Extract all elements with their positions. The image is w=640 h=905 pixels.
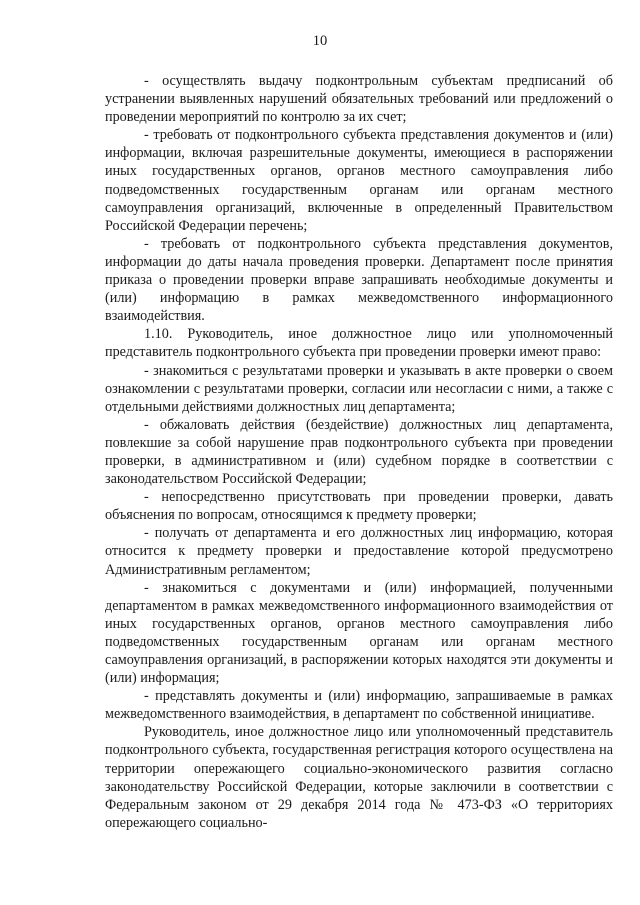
paragraph-be-present: - непосредственно присутствовать при проведении проверки, давать объяснения по вопросам, относящимся к предмету проверки; (105, 489, 613, 524)
paragraph-review-documents: - знакомиться с документами и (или) информацией, полученными департаментом в рамках межведомственного информационного взаимодействия от иных государственных органов, органов местного самоуправления либо подведомственных государственным органам или органам местного самоуправления организаций, в распоряжении которых находятся эти документы и (или) информация; (105, 579, 613, 687)
paragraph-review-results: - знакомиться с результатами проверки и указывать в акте проверки о своем ознакомлении с результатами проверки, согласии или несогласии с ними, а также с отдельными действиями должностных лиц департамента; (105, 362, 613, 415)
document-body (105, 72, 613, 832)
paragraph-issue-orders: - осуществлять выдачу подконтрольным субъектам предписаний об устранении выявленных нарушений обязательных требований или предложений о проведении мероприятий по контролю за их счет; (105, 73, 613, 126)
paragraph-section-1-10: 1.10. Руководитель, иное должностное лицо или уполномоченный представитель подконтрольного субъекта при проведении проверки имеют право: (105, 326, 613, 361)
paragraph-request-documents: - требовать от подконтрольного субъекта представления документов и (или) информации, включая разрешительные документы, имеющиеся в распоряжении иных государственных органов, органов местного самоуправления либо подведомственных государственным органам или органам местного самоуправления организаций, включенные в определенный Правительством Российской Федерации перечень; (105, 127, 613, 234)
paragraph-appeal-actions: - обжаловать действия (бездействие) должностных лиц департамента, повлекшие за собой нарушение прав подконтрольного субъекта при проведении проверки, в административном и (или) судебном порядке в соответствии с законодательством Российской Федерации; (105, 416, 613, 488)
paragraph-advanced-development-territory: Руководитель, иное должностное лицо или уполномоченный представитель подконтрольного субъекта, государственная регистрация которого осуществлена на территории опережающего социально-экономического развития согласно законодательству Российской Федерации, которые заключили в соответствии с Федеральным законом от 29 декабря 2014 года № 473-ФЗ «О территориях опережающего социально- (105, 724, 613, 831)
paragraph-request-before-inspection: - требовать от подконтрольного субъекта представления документов, информации до даты начала проведения проверки. Департамент после принятия приказа о проведении проверки вправе запрашивать необходимые документы и (или) информацию в рамках межведомственного информационного взаимодействия. (105, 235, 613, 325)
paragraph-receive-information: - получать от департамента и его должностных лиц информацию, которая относится к предмету проверки и предоставление которой предусмотрено Административным регламентом; (105, 525, 613, 578)
paragraph-submit-documents: - представлять документы и (или) информацию, запрашиваемые в рамках межведомственного взаимодействия, в департамент по собственной инициативе. (105, 688, 613, 723)
page-number: 10 (312, 33, 328, 49)
